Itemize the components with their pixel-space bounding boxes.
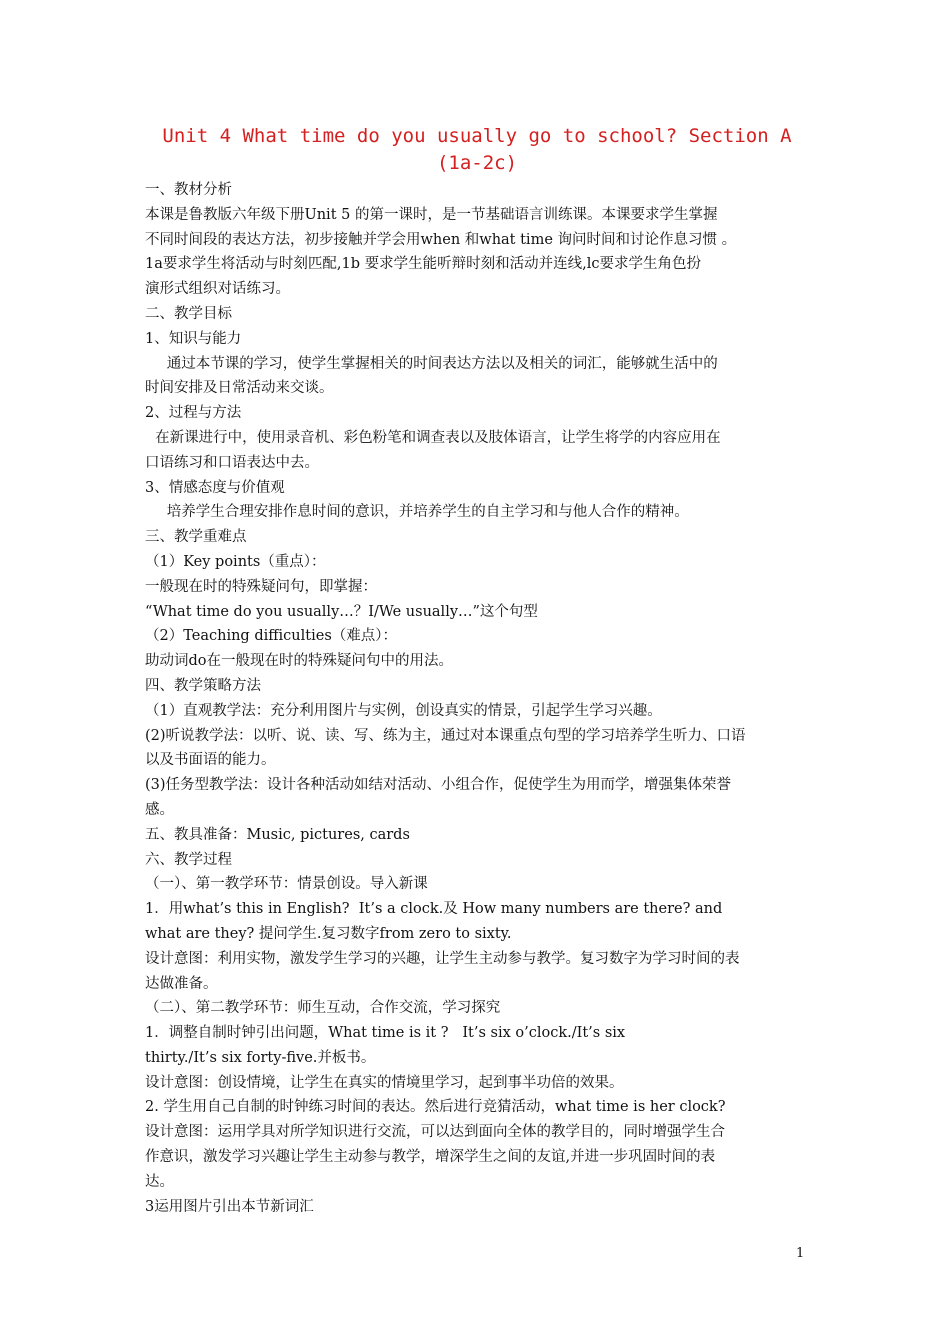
text-line: 六、教学过程 bbox=[145, 851, 232, 868]
text-line: （2）Teaching difficulties（难点）： bbox=[145, 628, 398, 645]
text-line: (3)任务型教学法：设计各种活动如结对活动、小组合作，促使学生为用而学，增强集体荣誉 bbox=[145, 777, 732, 794]
text-line: 达做准备。 bbox=[145, 975, 218, 992]
text-line: 助动词do在一般现在时的特殊疑问句中的用法。 bbox=[145, 653, 454, 670]
text-line: 在新课进行中，使用录音机、彩色粉笔和调查表以及肢体语言，让学生将学的内容应用在 bbox=[155, 429, 721, 446]
text-line: （二）、第二教学环节：师生互动，合作交流，学习探究 bbox=[145, 1000, 501, 1017]
text-line: 设计意图：利用实物，激发学生学习的兴趣，让学生主动参与教学。复习数字为学习时间的表 bbox=[145, 950, 740, 967]
text-line: 四、教学策略方法 bbox=[145, 677, 261, 694]
text-line: (2)听说教学法：以听、说、读、写、练为主，通过对本课重点句型的学习培养学生听力、口语 bbox=[145, 727, 746, 744]
text-line: “What time do you usually…？I/We usually…”这个句型 bbox=[145, 603, 538, 620]
text-line: 一、教材分析 bbox=[145, 182, 232, 198]
text-line: 1a要求学生将活动与时刻匹配,1b 要求学生能听辩时刻和活动并连线,lc要求学生角色扮 bbox=[145, 256, 701, 273]
text-line: （1）Key points（重点）： bbox=[145, 553, 326, 570]
text-line: 1、知识与能力 bbox=[145, 330, 242, 347]
text-line: what are they? 提问学生.复习数字from zero to sixty. bbox=[145, 925, 512, 942]
text-line: 感。 bbox=[145, 801, 174, 818]
text-line: 演形式组织对话练习。 bbox=[145, 281, 290, 298]
document-page bbox=[145, 124, 809, 1219]
text-line: 一般现在时的特殊疑问句，即掌握： bbox=[145, 578, 377, 595]
document-body bbox=[145, 178, 809, 1219]
text-line: thirty./It’s six forty-five.并板书。 bbox=[145, 1049, 376, 1066]
text-line: 培养学生合理安排作息时间的意识，并培养学生的自主学习和与他人合作的精神。 bbox=[166, 504, 689, 521]
text-line: 作意识，激发学习兴趣让学生主动参与教学，增深学生之间的友谊,并进一步巩固时间的表 bbox=[145, 1149, 716, 1166]
text-line: 以及书面语的能力。 bbox=[145, 752, 276, 769]
text-line: 时间安排及日常活动来交谈。 bbox=[145, 380, 334, 397]
document-title-line-1: Unit 4 What time do you usually go to school? Section A bbox=[162, 125, 792, 147]
text-line: 1．用what’s this in English? It’s a clock.及 How many numbers are there? and bbox=[145, 901, 723, 918]
text-line: 不同时间段的表达方法，初步接触并学会用when 和what time 询问时间和讨论作息习惯 。 bbox=[145, 231, 737, 248]
text-line: 本课是鲁教版六年级下册Unit 5 的第一课时，是一节基础语言训练课。本课要求学生掌握 bbox=[145, 206, 718, 223]
text-line: 1．调整自制时钟引出问题，What time is it ? It’s six o’clock./It’s six bbox=[145, 1025, 626, 1042]
text-line: 三、教学重难点 bbox=[145, 529, 247, 546]
text-line: （1）直观教学法：充分利用图片与实例，创设真实的情景，引起学生学习兴趣。 bbox=[145, 702, 662, 719]
text-line: 设计意图：创设情境，让学生在真实的情境里学习，起到事半功倍的效果。 bbox=[145, 1074, 624, 1091]
page-number: 1 bbox=[796, 1246, 805, 1261]
text-line: 口语练习和口语表达中去。 bbox=[145, 454, 319, 471]
text-line: 3运用图片引出本节新词汇 bbox=[145, 1198, 314, 1215]
text-line: 2、过程与方法 bbox=[145, 405, 242, 422]
text-line: 通过本节课的学习，使学生掌握相关的时间表达方法以及相关的词汇，能够就生活中的 bbox=[166, 355, 718, 372]
text-line: 设计意图：运用学具对所学知识进行交流，可以达到面向全体的教学目的，同时增强学生合 bbox=[145, 1124, 725, 1141]
text-line: （一）、第一教学环节：情景创设。导入新课 bbox=[145, 876, 428, 893]
text-line: 五、教具准备：Music, pictures, cards bbox=[145, 826, 410, 843]
text-line: 2. 学生用自己自制的时钟练习时间的表达。然后进行竞猜活动，what time is her clock? bbox=[145, 1099, 726, 1116]
text-line: 二、教学目标 bbox=[145, 305, 232, 322]
text-line: 达。 bbox=[145, 1173, 174, 1190]
document-title-line-2: (1a-2c) bbox=[436, 152, 518, 174]
text-line: 3、情感态度与价值观 bbox=[145, 479, 285, 496]
